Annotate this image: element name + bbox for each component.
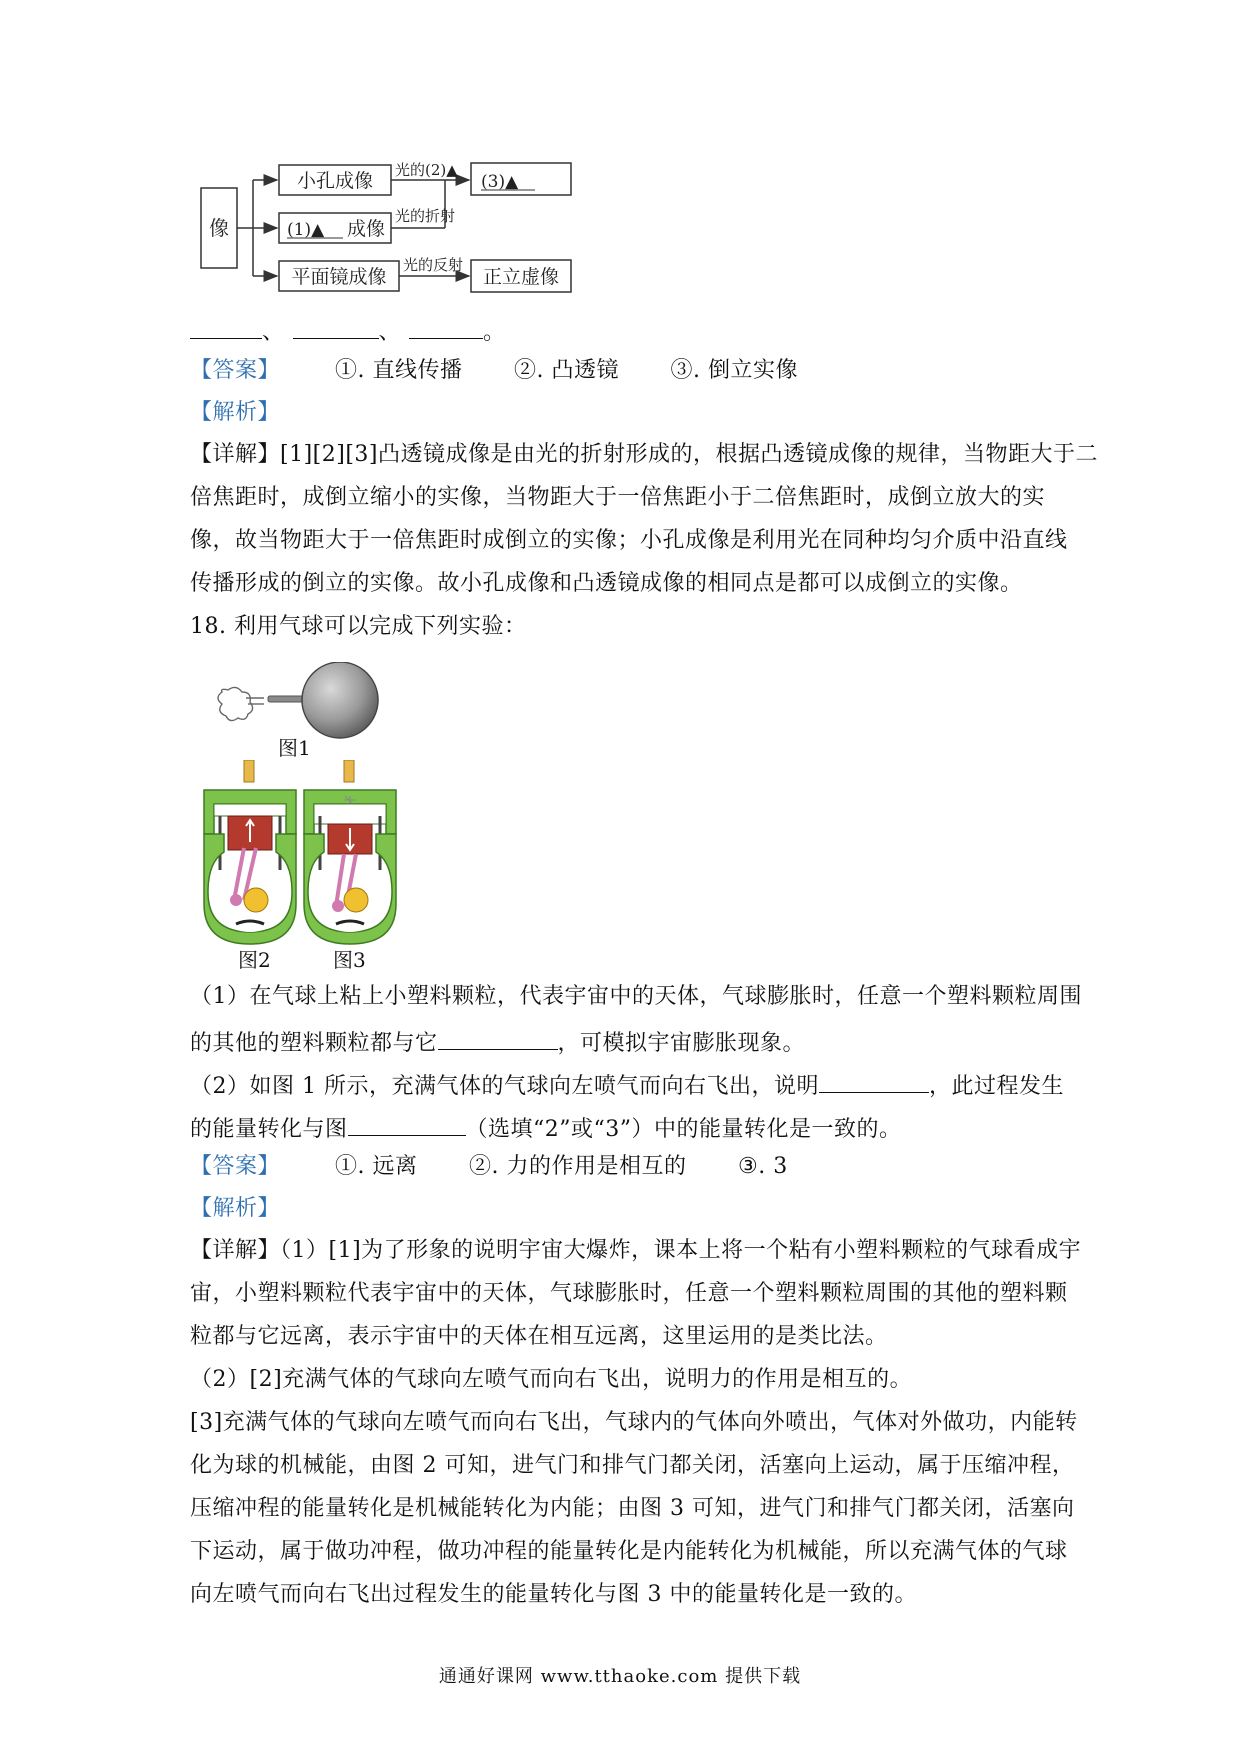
- q17-blanks-line: [190, 314, 1070, 348]
- answer-item: ③. 3: [738, 1154, 788, 1179]
- q18-q2-line: [190, 1068, 1070, 1102]
- lens-suffix-label: 成像: [347, 218, 386, 240]
- q17-detail-line: 像，故当物距大于一倍焦距时成倒立的实像；小孔成像是利用光在同种均匀介质中沿直线: [190, 528, 1068, 553]
- result-blank-label: (3)▲: [481, 172, 519, 192]
- q18-q1-line: （1）在气球上粘上小塑料颗粒，代表宇宙中的天体，气球膨胀时，任意一个塑料颗粒周围: [190, 984, 1083, 1009]
- q18-detail-line: （2）[2]充满气体的气球向左喷气而向右飞出，说明力的作用是相互的。: [190, 1367, 913, 1392]
- figure-3-engine: [300, 760, 400, 945]
- q2-text-mid: ，此过程发生: [928, 1074, 1064, 1099]
- footer-download-note: 通通好课网 www.tthaoke.com 提供下载: [438, 1666, 802, 1687]
- q18-detail-line: 下运动，属于做功冲程，做功冲程的能量转化是内能转化为机械能，所以充满气体的气球: [190, 1539, 1068, 1564]
- q1-text: 的其他的塑料颗粒都与它: [190, 1031, 438, 1056]
- image-formation-diagram: [195, 158, 655, 308]
- answer-tag: 【答案】: [190, 358, 281, 383]
- lens-blank-label: (1)▲: [287, 220, 325, 240]
- period: 。: [483, 320, 506, 345]
- blank-q18-2[interactable]: [819, 1068, 929, 1093]
- arrow-label-refraction: 光的折射: [395, 207, 456, 225]
- q2-text-end: （选填“2”或“3”）中的能量转化是一致的。: [465, 1117, 902, 1142]
- detail-tag: 【详解】: [190, 442, 281, 467]
- balloon: [302, 662, 378, 738]
- virtual-image-label: 正立虚像: [482, 266, 560, 288]
- figure-1-caption: 图1: [278, 736, 311, 760]
- q2-text: （2）如图 1 所示，充满气体的气球向左喷气而向右飞出，说明: [190, 1074, 819, 1099]
- mirror-label: 平面镜成像: [291, 266, 387, 288]
- air-puff-icon: [218, 687, 264, 720]
- answer-tag: 【答案】: [190, 1154, 281, 1179]
- q17-detail-line: 倍焦距时，成倒立缩小的实像，当物距大于一倍焦距小于二倍焦距时，成倒立放大的实: [190, 485, 1046, 510]
- q18-q1-line2: [190, 1025, 1070, 1059]
- arrow-label-pinhole: 光的(2)▲: [395, 161, 458, 179]
- q18-q2-line2: [190, 1111, 1070, 1145]
- q18-detail-line: 粒都与它远离，表示宇宙中的天体在相互远离，这里运用的是类比法。: [190, 1324, 888, 1349]
- pinhole-label: 小孔成像: [296, 170, 374, 192]
- figure-2-engine: [200, 760, 300, 945]
- answer-item: ③. 倒立实像: [670, 358, 799, 383]
- q17-analysis-tag: 【解析】: [190, 400, 281, 425]
- arrow-label-reflection: 光的反射: [403, 256, 464, 274]
- q18-analysis-tag: 【解析】: [190, 1196, 281, 1221]
- q18-detail-line: 向左喷气而向右飞出过程发生的能量转化与图 3 中的能量转化是一致的。: [190, 1582, 917, 1607]
- figure-2-caption: 图2: [238, 948, 271, 972]
- separator: 、: [378, 320, 402, 345]
- blank-3[interactable]: [409, 314, 483, 339]
- q18-detail-line: [3]充满气体的气球向左喷气而向右飞出，气球内的气体向外喷出，气体对外做功，内能转: [190, 1410, 1078, 1435]
- q18-detail-line: 化为球的机械能，由图 2 可知，进气门和排气门都关闭，活塞向上运动，属于压缩冲程，: [190, 1453, 1075, 1478]
- q17-detail-line: 传播形成的倒立的实像。故小孔成像和凸透镜成像的相同点是都可以成倒立的实像。: [190, 571, 1023, 596]
- blank-q18-1[interactable]: [438, 1025, 558, 1050]
- diagram-svg: [195, 158, 655, 308]
- answer-item: ②. 力的作用是相互的: [469, 1154, 687, 1179]
- detail-tag: 【详解】: [190, 1238, 281, 1263]
- figure-3-caption: 图3: [333, 948, 366, 972]
- blank-1[interactable]: [190, 314, 262, 339]
- answer-item: ②. 凸透镜: [514, 358, 620, 383]
- q18-detail-line: 宙，小塑料颗粒代表宇宙中的天体，气球膨胀时，任意一个塑料颗粒周围的其他的塑料颗: [190, 1281, 1068, 1306]
- q18-answer-line: [190, 1152, 1070, 1182]
- detail-text: [1][2][3]凸透镜成像是由光的折射形成的，根据凸透镜成像的规律，当物距大于二: [280, 442, 1099, 467]
- q18-title: 18. 利用气球可以完成下列实验：: [190, 614, 527, 639]
- q2-text2: 的能量转化与图: [190, 1117, 348, 1142]
- blank-q18-3[interactable]: [348, 1111, 466, 1136]
- q17-answer-line: [190, 356, 1070, 386]
- detail-text: （1）[1]为了形象的说明宇宙大爆炸，课本上将一个粘有小塑料颗粒的气球看成宇: [280, 1238, 1082, 1263]
- q18-detail-line: [190, 1236, 1082, 1266]
- separator: 、: [262, 320, 285, 345]
- blank-2[interactable]: [293, 314, 379, 339]
- q18-detail-line: 压缩冲程的能量转化是机械能转化为内能；由图 3 可知，进气门和排气门都关闭，活塞向: [190, 1496, 1075, 1521]
- q17-detail-line: [190, 440, 1099, 470]
- answer-item: ①. 直线传播: [335, 358, 463, 383]
- answer-item: ①. 远离: [335, 1154, 418, 1179]
- root-label: 像: [209, 216, 229, 240]
- q1-text-end: ，可模拟宇宙膨胀现象。: [557, 1031, 806, 1056]
